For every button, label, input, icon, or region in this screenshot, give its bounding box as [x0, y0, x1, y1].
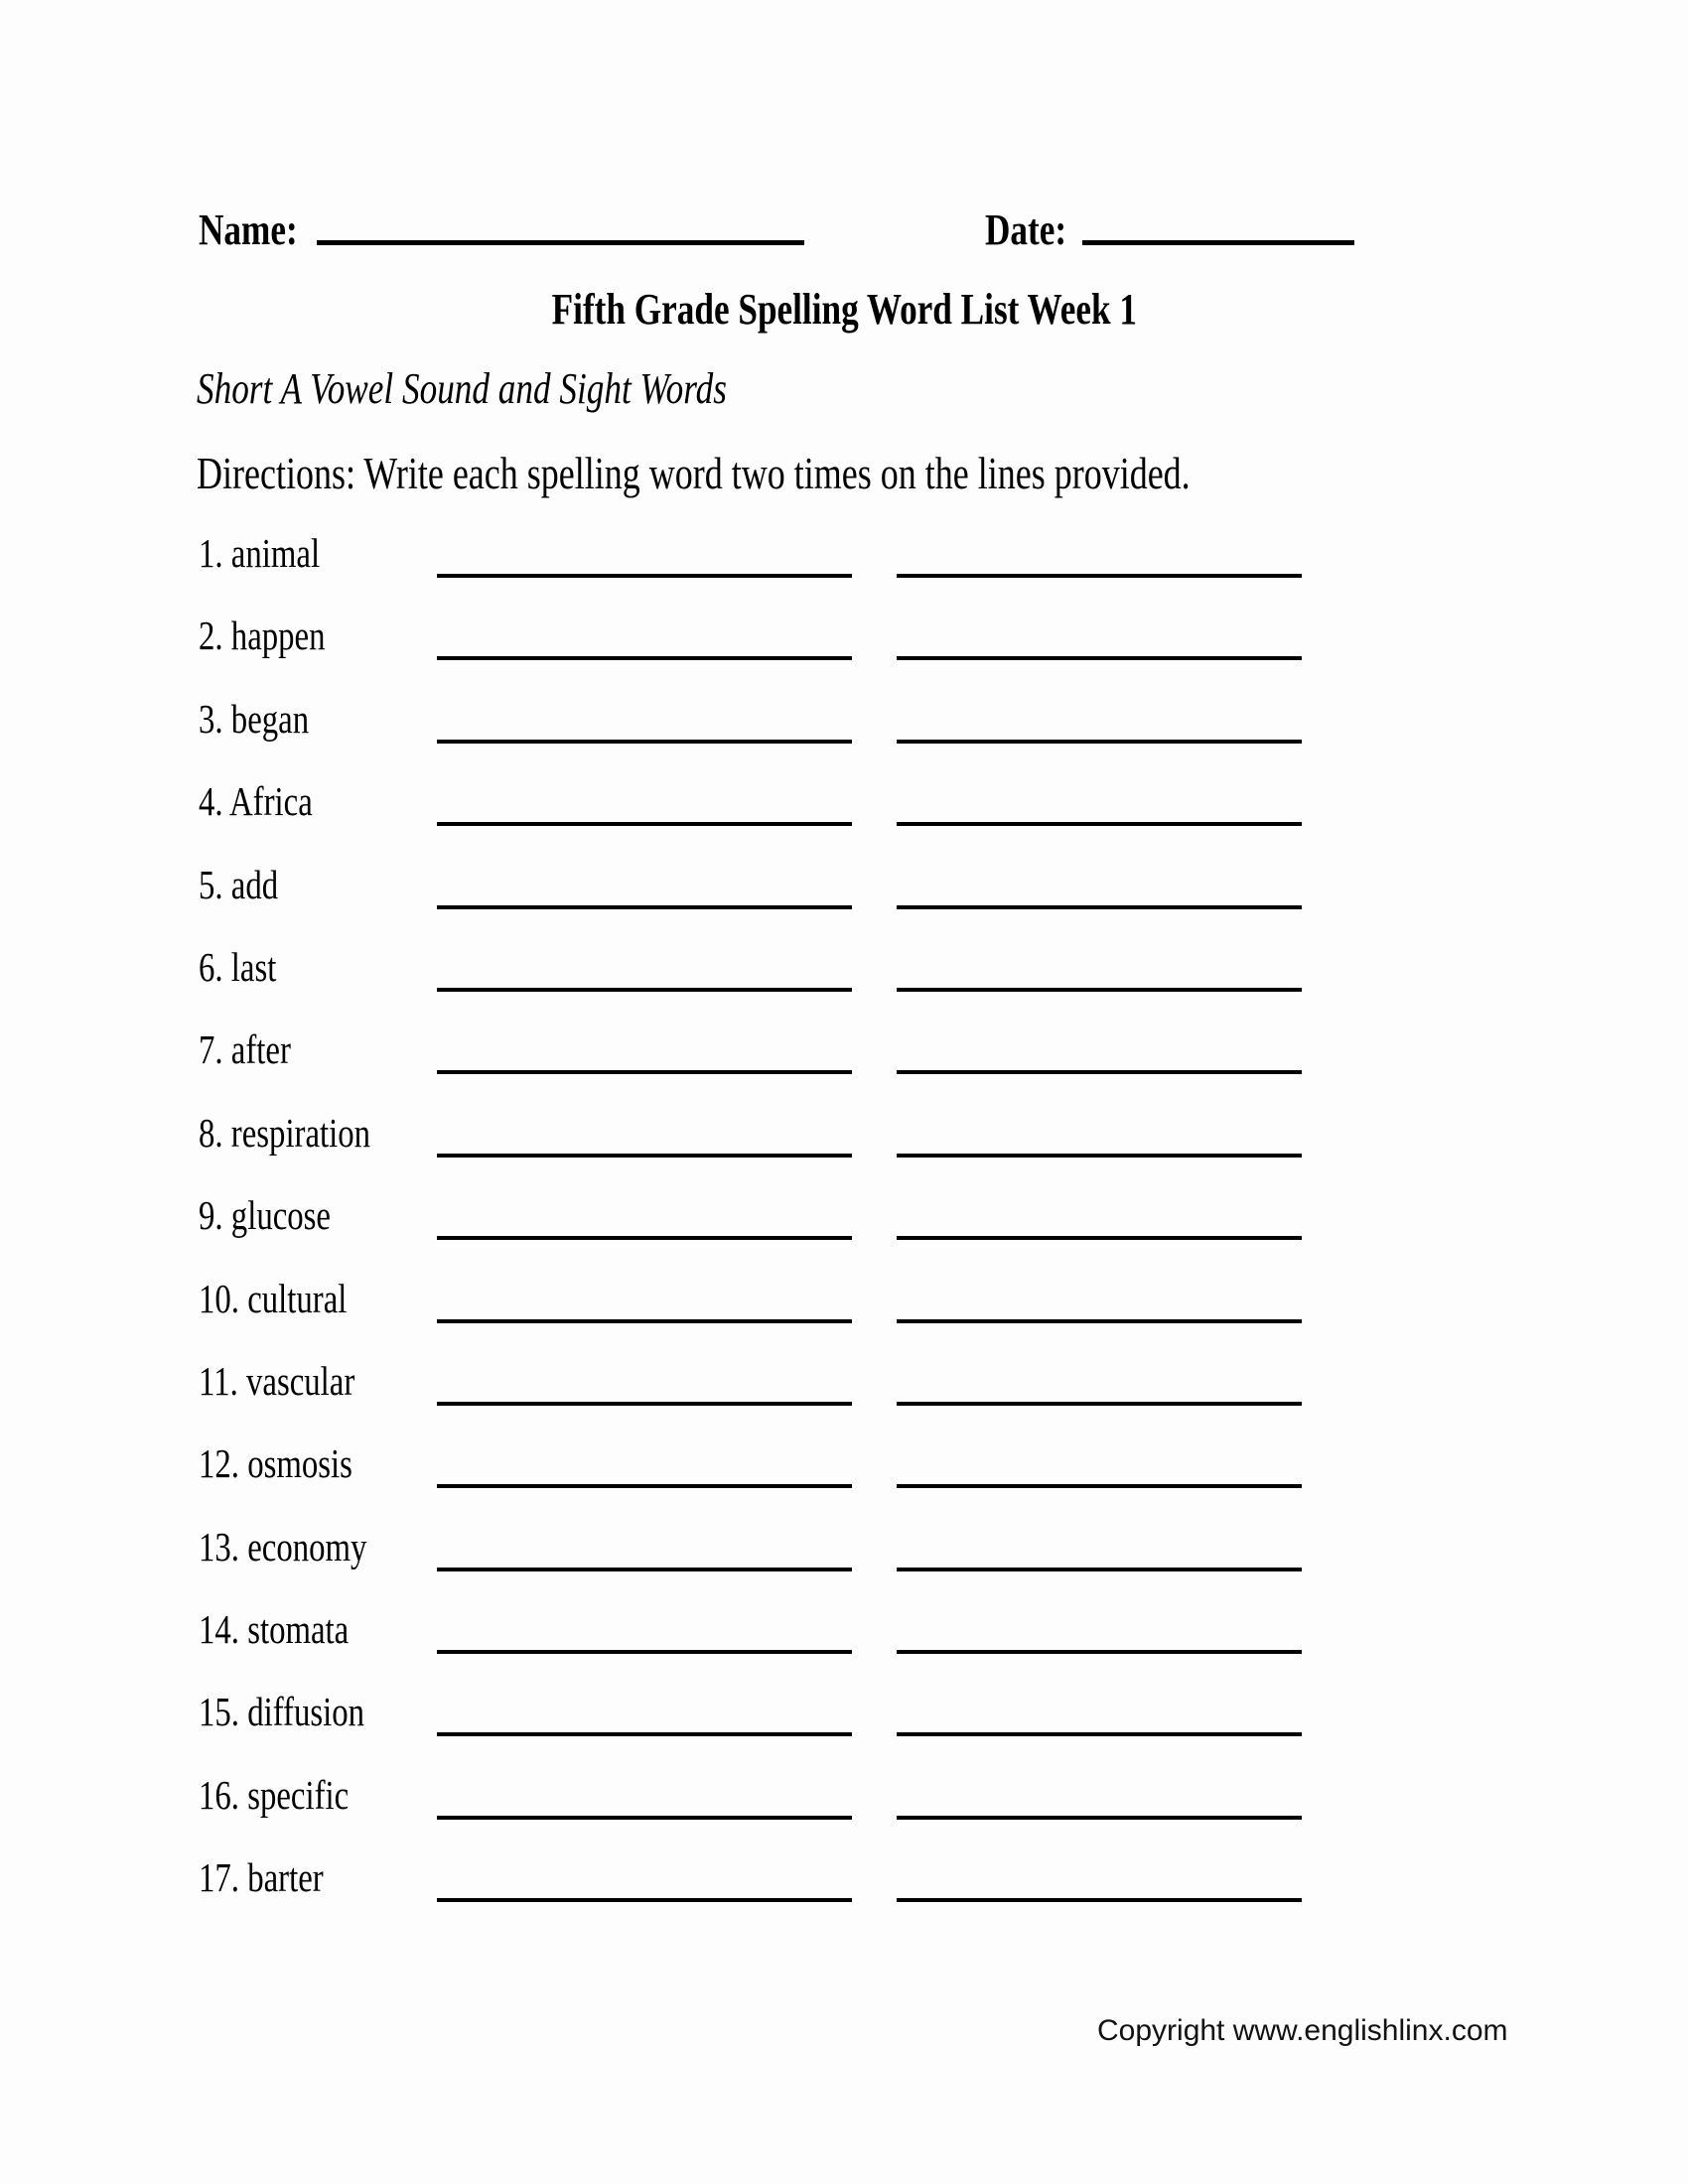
lesson-subtitle [197, 363, 859, 414]
word-label [199, 1605, 386, 1653]
write-line-2 [897, 1816, 1302, 1820]
write-line-2 [897, 1484, 1302, 1488]
word-label [199, 861, 298, 908]
word-label [199, 1439, 391, 1487]
word-label-text: 12. osmosis [199, 1440, 352, 1487]
write-line-2 [897, 656, 1302, 660]
name-label-text: Name: [199, 205, 298, 254]
word-label [199, 1109, 413, 1157]
write-line-2 [897, 740, 1302, 744]
write-line-1 [437, 1402, 852, 1406]
word-row [199, 1191, 1499, 1274]
word-label-text: 14. stomata [199, 1606, 350, 1653]
word-label-text: 4. Africa [199, 778, 313, 825]
write-line-1 [437, 1816, 852, 1820]
write-line-1 [437, 1650, 852, 1654]
word-label [199, 1771, 386, 1819]
write-line-1 [437, 988, 852, 992]
write-line-1 [437, 656, 852, 660]
directions [197, 448, 1439, 499]
write-line-2 [897, 988, 1302, 992]
word-label [199, 1853, 354, 1901]
name-label [199, 205, 323, 255]
word-label-text: 16. specific [199, 1771, 350, 1818]
word-label-text: 3. began [199, 695, 310, 742]
word-row [199, 695, 1499, 777]
word-label-text: 2. happen [199, 613, 326, 659]
write-line-1 [437, 574, 852, 578]
word-row [199, 1688, 1499, 1770]
word-label [199, 1191, 363, 1239]
write-line-1 [437, 1236, 852, 1240]
date-blank-line [1082, 240, 1354, 245]
word-row [199, 1109, 1499, 1191]
word-row [199, 1357, 1499, 1439]
word-label-text: 6. last [199, 943, 277, 990]
write-line-2 [897, 574, 1302, 578]
word-label-text: 17. barter [199, 1854, 324, 1901]
word-label-text: 10. cultural [199, 1275, 348, 1321]
name-blank-line [317, 240, 804, 245]
word-label-text: 13. economy [199, 1523, 367, 1570]
word-row [199, 1275, 1499, 1357]
word-row [199, 1439, 1499, 1522]
word-row [199, 612, 1499, 694]
copyright-text: Copyright www.englishlinx.com [1097, 2014, 1508, 2047]
word-label [199, 1357, 394, 1405]
write-line-2 [897, 905, 1302, 909]
word-row [199, 1771, 1499, 1853]
date-label-text: Date: [985, 205, 1067, 254]
word-label-text: 7. after [199, 1026, 291, 1073]
write-line-1 [437, 1319, 852, 1323]
date-label [985, 205, 1087, 255]
write-line-2 [897, 1070, 1302, 1074]
lesson-subtitle-text: Short A Vowel Sound and Sight Words [197, 364, 727, 413]
word-row [199, 1523, 1499, 1605]
word-label [199, 943, 296, 991]
page-title [0, 284, 1688, 335]
directions-text: Directions: Write each spelling word two times on the lines provided. [197, 449, 1191, 498]
write-line-2 [897, 1568, 1302, 1571]
word-label-text: 15. diffusion [199, 1689, 365, 1735]
word-label-text: 1. animal [199, 530, 321, 576]
word-label-text: 11. vascular [199, 1357, 355, 1404]
write-line-2 [897, 1898, 1302, 1902]
write-line-2 [897, 1732, 1302, 1736]
word-label [199, 1523, 409, 1570]
word-row [199, 861, 1499, 943]
write-line-1 [437, 1732, 852, 1736]
write-line-1 [437, 1898, 852, 1902]
word-row [199, 777, 1499, 860]
word-label [199, 1025, 314, 1073]
write-line-1 [437, 740, 852, 744]
word-label [199, 695, 337, 743]
word-label-text: 5. add [199, 861, 279, 907]
page-title-text: Fifth Grade Spelling Word List Week 1 [551, 285, 1137, 334]
word-list [199, 529, 1499, 1937]
write-line-1 [437, 822, 852, 826]
word-row [199, 1853, 1499, 1936]
write-line-1 [437, 1568, 852, 1571]
word-label-text: 8. respiration [199, 1109, 371, 1156]
write-line-2 [897, 1319, 1302, 1323]
write-line-2 [897, 1402, 1302, 1406]
word-label-text: 9. glucose [199, 1192, 331, 1239]
word-row [199, 529, 1499, 612]
write-line-1 [437, 1484, 852, 1488]
write-line-1 [437, 1070, 852, 1074]
word-label [199, 1688, 406, 1735]
word-label [199, 1275, 384, 1322]
word-row [199, 1025, 1499, 1108]
write-line-2 [897, 1650, 1302, 1654]
write-line-2 [897, 822, 1302, 826]
word-row [199, 1605, 1499, 1688]
write-line-1 [437, 1154, 852, 1158]
word-label [199, 777, 341, 825]
word-row [199, 943, 1499, 1025]
write-line-2 [897, 1236, 1302, 1240]
word-label [199, 612, 356, 659]
write-line-2 [897, 1154, 1302, 1158]
word-label [199, 529, 351, 577]
write-line-1 [437, 905, 852, 909]
